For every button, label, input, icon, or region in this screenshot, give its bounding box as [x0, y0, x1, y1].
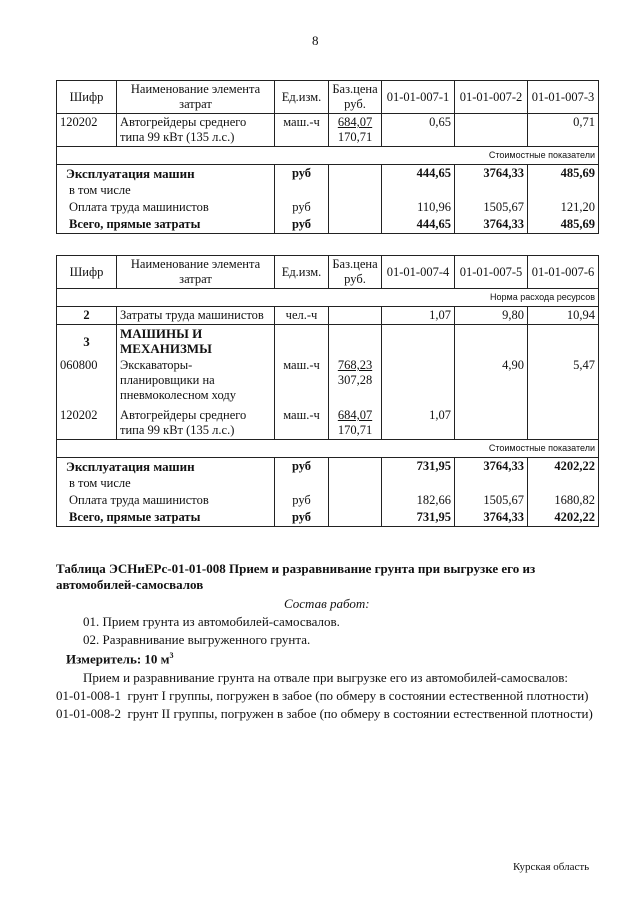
row-v1 [382, 357, 455, 404]
item-text: грунт II группы, погружен в забое (по обмеру в состоянии естественной плотности) [127, 706, 593, 721]
row-code: 3 [57, 325, 117, 358]
row-code: 060800 [57, 357, 117, 404]
row-unit: маш.-ч [275, 404, 329, 440]
totals-row [57, 165, 599, 183]
total-name: Эксплуатация машин [57, 165, 275, 183]
list-item [56, 688, 589, 704]
row-name: Автогрейдеры среднего типа 99 кВт (135 л.с.) [117, 404, 275, 440]
total-unit: руб [275, 199, 329, 216]
row-v1: 0,65 [382, 114, 455, 147]
section-label: Норма расхода ресурсов [490, 292, 595, 302]
row-v3 [528, 404, 599, 440]
total-unit: руб [275, 165, 329, 183]
row-unit: маш.-ч [275, 357, 329, 404]
row-v2: 4,90 [455, 357, 528, 404]
total-v2: 3764,33 [455, 216, 528, 234]
total-name: Всего, прямые затраты [57, 509, 275, 527]
row-v3: 5,47 [528, 357, 599, 404]
totals-row [57, 458, 599, 476]
total-v3: 485,69 [528, 165, 599, 183]
header-code: Шифр [57, 81, 117, 114]
total-v2: 1505,67 [455, 492, 528, 509]
item-code: 01-01-008-1 [56, 688, 121, 703]
row-v3: 10,94 [528, 307, 599, 325]
row-unit: чел.-ч [275, 307, 329, 325]
total-name: Оплата труда машинистов [57, 492, 275, 509]
work-step: 01. Прием грунта из автомобилей-самосвалов. [83, 614, 340, 629]
row-name: Экскаваторы-планировщики на пневмоколесном ходу [117, 357, 275, 404]
header-col-3: 01-01-007-3 [528, 81, 599, 114]
machines-heading-row [57, 325, 599, 358]
total-name: Всего, прямые затраты [57, 216, 275, 234]
total-v3: 4202,22 [528, 509, 599, 527]
header-base-price: Баз.цена руб. [329, 81, 382, 114]
description: Прием и разравнивание грунта на отвале при выгрузке его из автомобилей-самосвалов: [83, 670, 569, 685]
total-v1: 731,95 [382, 509, 455, 527]
row-v2 [455, 404, 528, 440]
totals-row [57, 475, 599, 492]
composition-heading: Состав работ: [284, 596, 370, 611]
row-name: Затраты труда машинистов [117, 307, 275, 325]
total-unit: руб [275, 492, 329, 509]
totals-row [57, 199, 599, 216]
header-base-price: Баз.цена руб. [329, 256, 382, 289]
header-col-1: 01-01-007-1 [382, 81, 455, 114]
total-unit: руб [275, 509, 329, 527]
footer-region: Курская область [513, 861, 590, 873]
header-col-1: 01-01-007-4 [382, 256, 455, 289]
row-name: МАШИНЫ И МЕХАНИЗМЫ [117, 325, 275, 358]
price-top: 684,07 [337, 408, 373, 422]
total-v2: 3764,33 [455, 165, 528, 183]
header-col-2: 01-01-007-5 [455, 256, 528, 289]
list-item [56, 706, 593, 722]
header-col-2: 01-01-007-2 [455, 81, 528, 114]
header-name: Наименование элемента затрат [117, 81, 275, 114]
price-bottom: 307,28 [337, 373, 373, 387]
total-v1: 182,66 [382, 492, 455, 509]
total-v2: 1505,67 [455, 199, 528, 216]
total-v3: 4202,22 [528, 458, 599, 476]
section-label: Стоимостные показатели [488, 150, 595, 160]
table-row [57, 357, 599, 404]
price-top: 768,23 [337, 358, 373, 372]
totals-row [57, 182, 599, 199]
item-text: грунт I группы, погружен в забое (по обмеру в состоянии естественной плотности) [127, 688, 589, 703]
total-name: Оплата труда машинистов [57, 199, 275, 216]
total-v2: 3764,33 [455, 458, 528, 476]
price-top: 684,07 [337, 115, 373, 129]
section-title-line-2: автомобилей-самосвалов [56, 577, 204, 592]
page-number: 8 [312, 33, 319, 48]
total-unit: руб [275, 458, 329, 476]
rates-table-1 [56, 80, 599, 234]
totals-row [57, 509, 599, 527]
table-row [57, 404, 599, 440]
header-code: Шифр [57, 256, 117, 289]
price-bottom: 170,71 [337, 423, 373, 437]
row-v2 [455, 114, 528, 147]
row-code: 120202 [57, 114, 117, 147]
totals-row [57, 492, 599, 509]
total-v3: 1680,82 [528, 492, 599, 509]
header-unit: Ед.изм. [275, 81, 329, 114]
total-v1: 444,65 [382, 165, 455, 183]
row-price [329, 357, 382, 404]
total-v1: 110,96 [382, 199, 455, 216]
row-unit: маш.-ч [275, 114, 329, 147]
work-step: 02. Разравнивание выгруженного грунта. [83, 632, 311, 647]
labor-row [57, 307, 599, 325]
total-v1: 444,65 [382, 216, 455, 234]
total-name: Эксплуатация машин [57, 458, 275, 476]
row-v2: 9,80 [455, 307, 528, 325]
total-v3: 485,69 [528, 216, 599, 234]
table-row [57, 114, 599, 147]
total-v2: 3764,33 [455, 509, 528, 527]
meter-label: Измеритель: 10 $м^3$ [66, 651, 174, 667]
row-v1: 1,07 [382, 404, 455, 440]
total-price-empty [329, 165, 382, 183]
totals-row [57, 216, 599, 234]
section-title-line-1: Таблица ЭСНиЕРс-01-01-008 Прием и разравнивание грунта при выгрузке его из [56, 561, 536, 576]
total-unit: руб [275, 216, 329, 234]
row-v1: 1,07 [382, 307, 455, 325]
total-name: в том числе [57, 182, 275, 199]
section-label: Стоимостные показатели [488, 443, 595, 453]
row-price [329, 114, 382, 147]
total-v3: 121,20 [528, 199, 599, 216]
header-col-3: 01-01-007-6 [528, 256, 599, 289]
row-code: 120202 [57, 404, 117, 440]
row-code: 2 [57, 307, 117, 325]
price-bottom: 170,71 [337, 130, 373, 144]
row-v3: 0,71 [528, 114, 599, 147]
rates-table-2 [56, 255, 599, 527]
header-name: Наименование элемента затрат [117, 256, 275, 289]
total-name: в том числе [57, 475, 275, 492]
header-unit: Ед.изм. [275, 256, 329, 289]
meter-superscript: 3 [169, 651, 174, 660]
total-v1: 731,95 [382, 458, 455, 476]
row-name: Автогрейдеры среднего типа 99 кВт (135 л.с.) [117, 114, 275, 147]
row-price [329, 404, 382, 440]
item-code: 01-01-008-2 [56, 706, 121, 721]
